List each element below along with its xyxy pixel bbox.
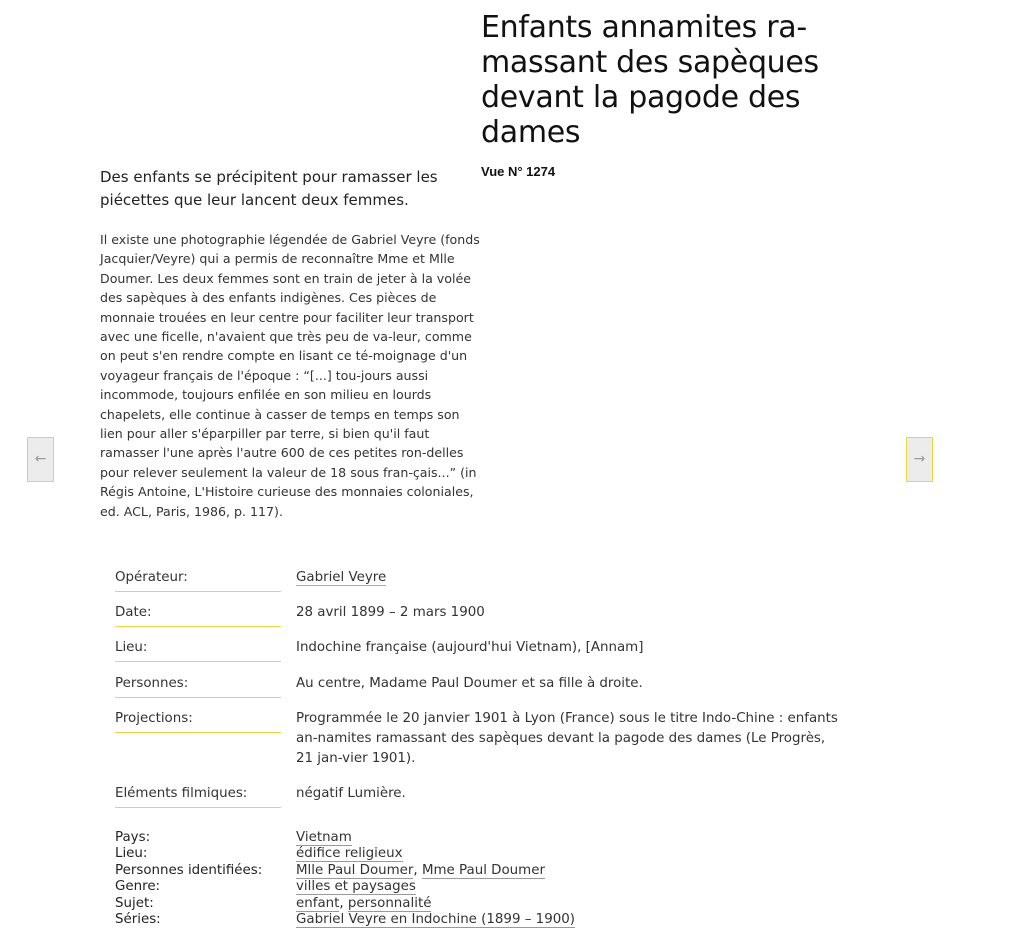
meta-label-projections: Projections: (115, 709, 281, 733)
lieu-link[interactable]: édifice religieux (296, 846, 403, 862)
tag-row-pays (115, 830, 855, 846)
meta-label-date: Date: (115, 603, 281, 627)
arrow-right-icon: → (913, 451, 926, 467)
page-title: Enfants annamites ra-massant des sapèques devant la pagode des dames (481, 10, 819, 150)
genre-link[interactable]: villes et paysages (296, 879, 416, 895)
mme-doumer-link[interactable]: Mme Paul Doumer (421, 862, 545, 878)
tag-label-personnes: Personnes identifiées: (115, 862, 263, 878)
meta-value-elements: négatif Lumière. (296, 786, 406, 801)
tag-label-sujet: Sujet: (115, 895, 154, 911)
tag-label-pays: Pays: (115, 830, 151, 845)
mlle-doumer-link[interactable]: Mlle Paul Doumer (296, 862, 414, 878)
tag-label-lieu: Lieu: (115, 846, 148, 862)
tag-separator: , (413, 862, 422, 878)
tag-row-lieu (115, 846, 855, 862)
tag-label-series: Séries: (115, 911, 161, 927)
tag-row-sujet (115, 896, 855, 912)
enfant-link[interactable]: enfant (296, 895, 340, 911)
tag-row-genre (115, 879, 855, 895)
vue-number: Vue N° 1274 (481, 164, 556, 179)
tag-row-personnes (115, 863, 855, 879)
description-paragraph: Il existe une photographie légendée de Gabriel Veyre (fonds Jacquier/Veyre) qui a permis de reconnaître Mme et Mlle Doumer. Les deux femmes sont en train de jeter à la volée des sapèques à des enfants indigènes. Ces pièces de monnaie trouées en leur centre pour faciliter leur transport avec une ficelle, n'avaient que très peu de va-leur, comme on peut s'en rendre compte en lisant ce té-moignage d'un voyageur français de l'époque : “[...] tou-jours aussi incommode, toujours enfilée en son milieu en lourds chapelets, elle continue à casser de temps en temps son lien pour aller s'éparpiller par terre, si bien qu'il faut ramasser l'une après l'autre 600 de ces petites ron-delles pour relever seulement la valeur de 18 sous fran-çais...” (in Régis Antoine, L'Histoire curieuse des monnaies coloniales, ed. ACL, Paris, 1986, p. 117). (100, 232, 480, 519)
lead-paragraph: Des enfants se précipitent pour ramasser les piécettes que leur lancent deux femmes. (100, 168, 438, 209)
next-button[interactable] (906, 437, 933, 482)
meta-label-personnes: Personnes: (115, 674, 281, 698)
series-link[interactable]: Gabriel Veyre en Indochine (1899 – 1900) (296, 911, 575, 927)
arrow-left-icon: ← (34, 451, 47, 467)
meta-value-date: 28 avril 1899 – 2 mars 1900 (296, 605, 485, 620)
personnalite-link[interactable]: personnalité (347, 895, 432, 911)
tag-list (115, 830, 855, 928)
operateur-link[interactable]: Gabriel Veyre (296, 570, 387, 585)
meta-value-lieu: Indochine française (aujourd'hui Vietnam), [Annam] (296, 640, 644, 655)
meta-label-operateur: Opérateur: (115, 568, 281, 592)
meta-value-personnes: Au centre, Madame Paul Doumer et sa fille à droite. (296, 676, 643, 691)
pays-link[interactable]: Vietnam (296, 830, 352, 845)
previous-button[interactable] (27, 437, 54, 482)
meta-label-lieu: Lieu: (115, 638, 281, 662)
meta-label-elements: Eléments filmiques: (115, 784, 281, 808)
tag-label-genre: Genre: (115, 879, 161, 895)
meta-value-projections: Programmée le 20 janvier 1901 à Lyon (France) sous le titre Indo-Chine : enfants an-namites ramassant des sapèques devant la pagode des dames (Le Progrès, 21 jan-vier 1901). (296, 711, 838, 766)
tag-separator: , (339, 895, 348, 911)
